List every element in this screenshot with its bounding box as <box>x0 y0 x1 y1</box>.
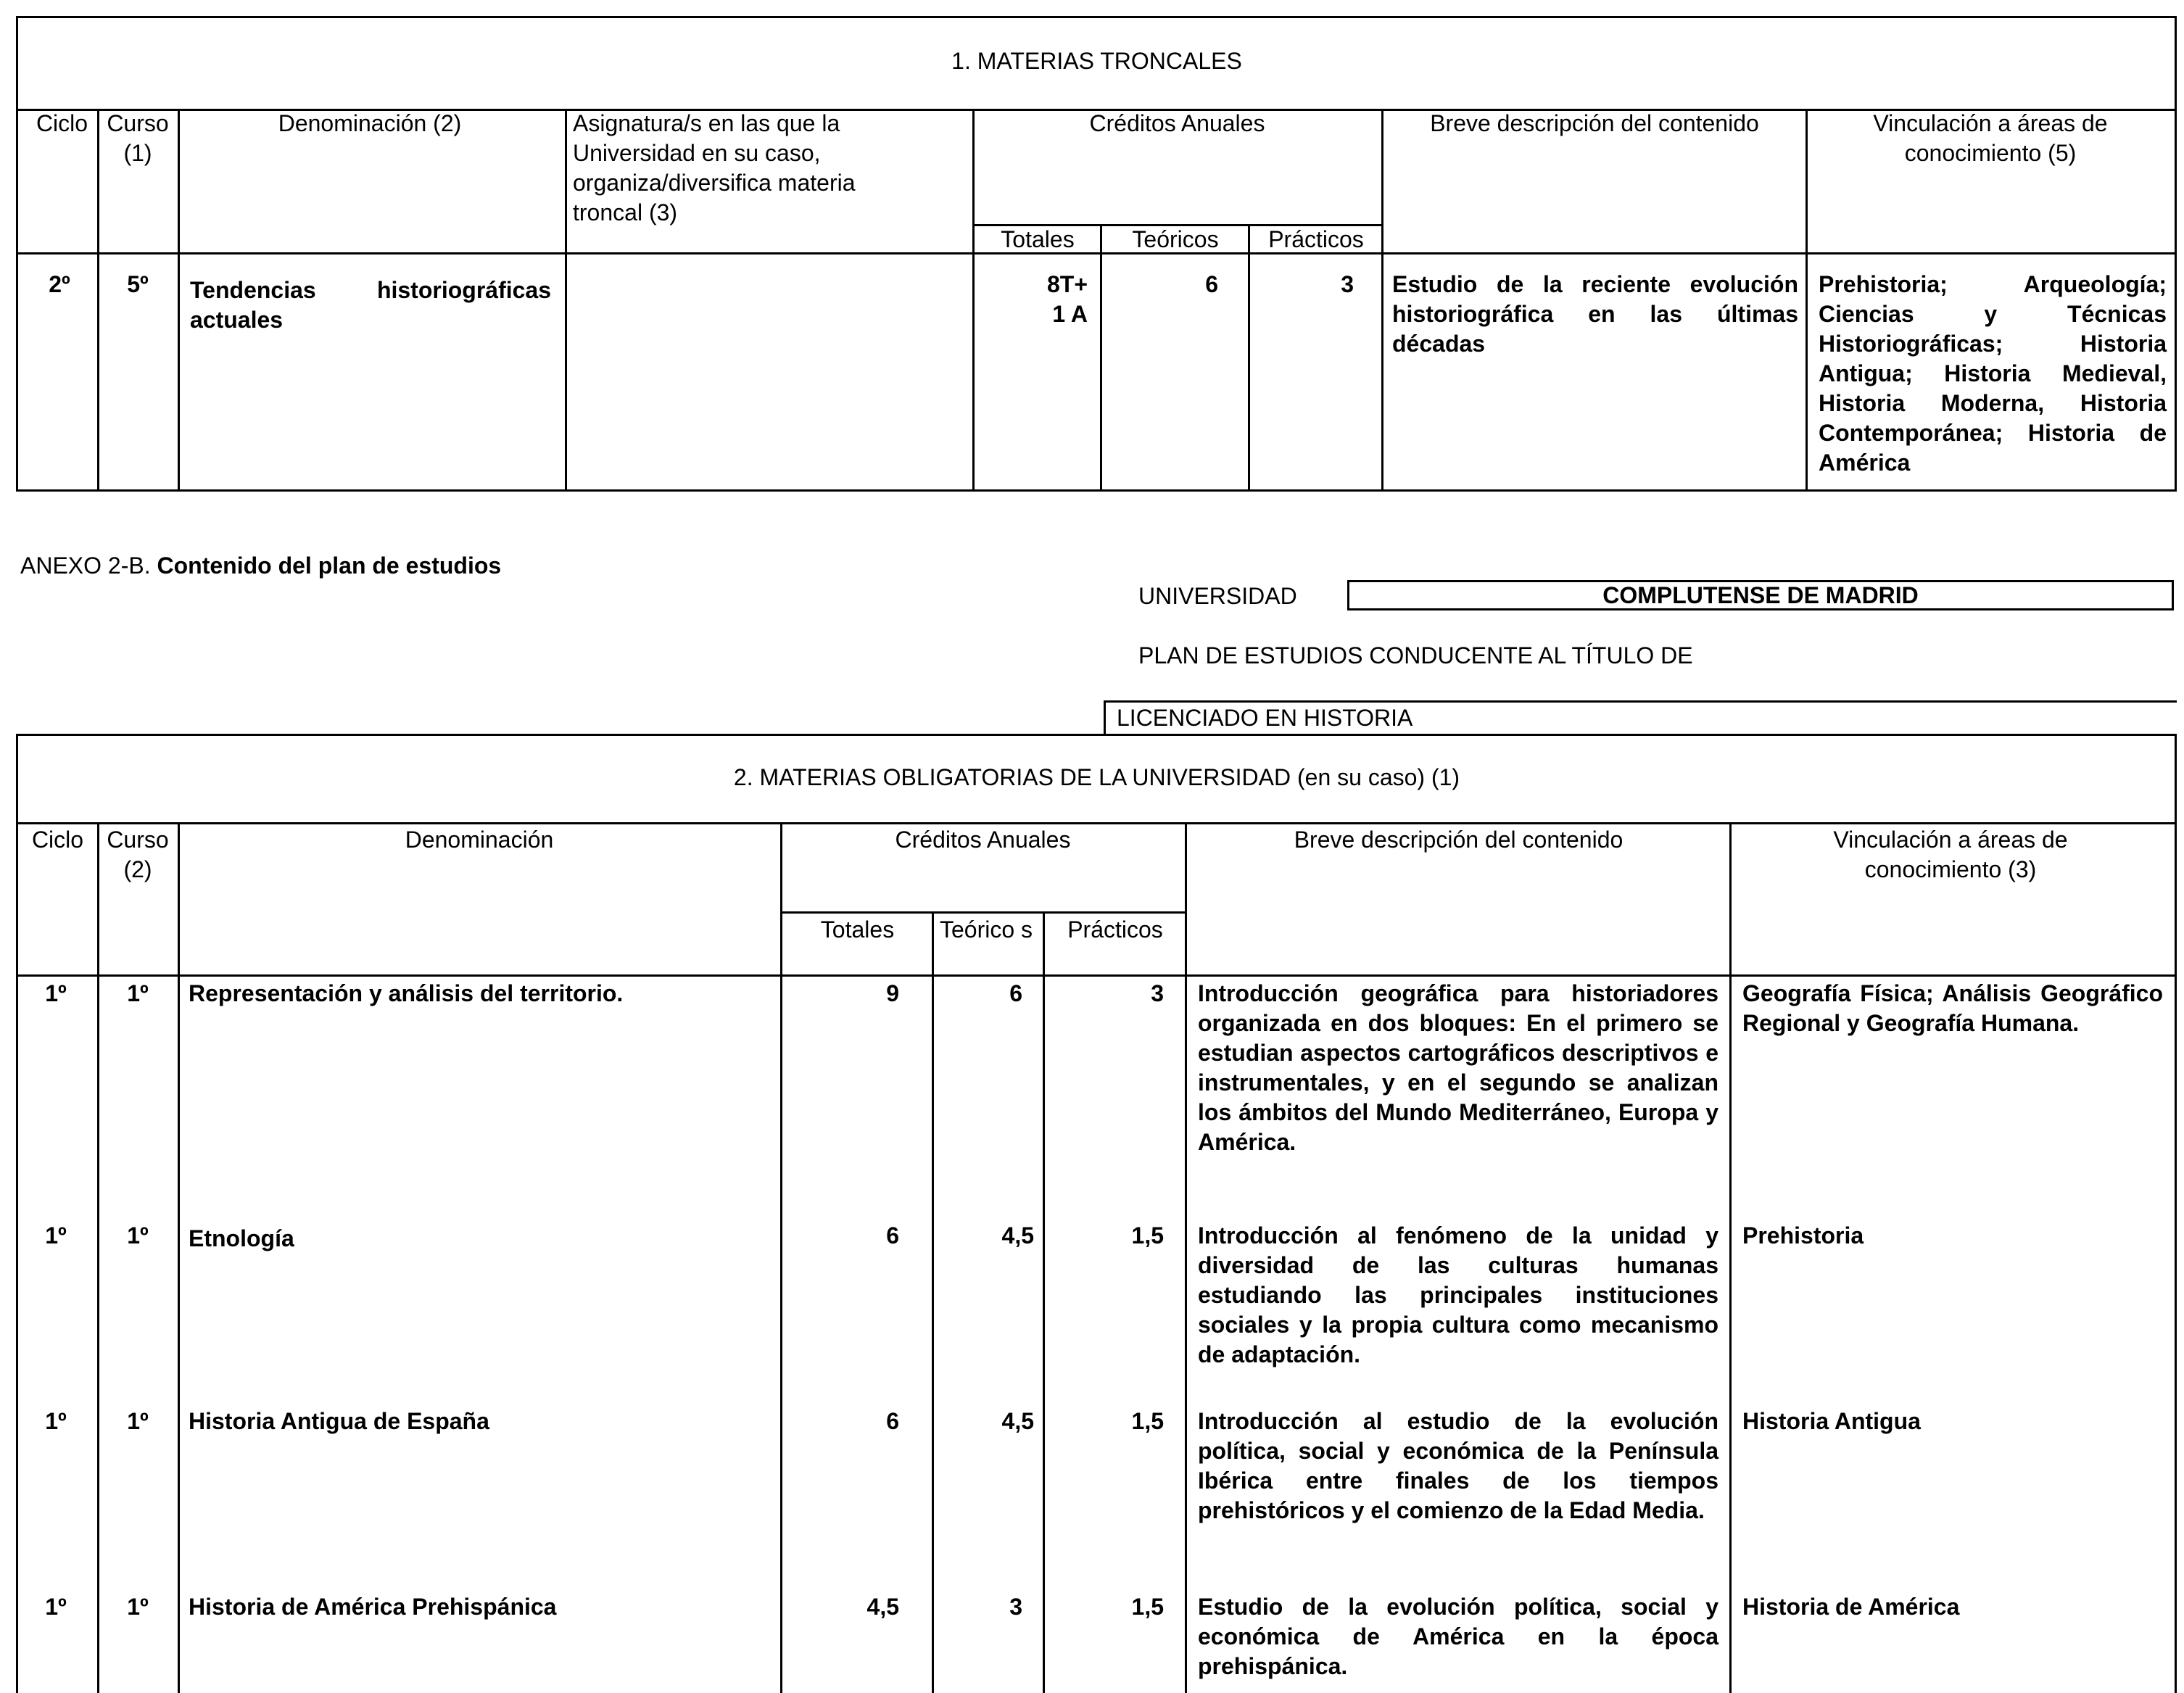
table2-row-curso: 1º <box>127 1222 149 1249</box>
table1-row-practicos: 3 <box>1341 271 1354 297</box>
titulo-field-left <box>1104 700 1106 735</box>
table2-col-line <box>1729 822 1732 1693</box>
table1-col-line <box>565 109 567 492</box>
table2-header-vinculacion: Vinculación a áreas de conocimiento (3) <box>1833 827 2068 882</box>
table1-row-teoricos: 6 <box>1205 271 1218 297</box>
table2-row-vinculacion: Geografía Física; Análisis Geográfico Regional y Geografía Humana. <box>1742 980 2163 1036</box>
table2-row-denominacion: Historia de América Prehispánica <box>189 1594 557 1620</box>
annex-heading <box>20 551 745 581</box>
table1-header-descripcion: Breve descripción del contenido <box>1430 110 1759 136</box>
plan-label: PLAN DE ESTUDIOS CONDUCENTE AL TÍTULO DE <box>1138 642 1693 668</box>
table1-col-line <box>1805 109 1808 492</box>
table2-row-teoricos: 6 <box>1009 980 1022 1006</box>
table2-header-descripcion: Breve descripción del contenido <box>1294 827 1623 853</box>
table2-row-denominacion: Etnología <box>189 1225 294 1251</box>
table2-header-totales: Totales <box>820 916 895 943</box>
table2-col-line <box>178 822 180 1693</box>
titulo-field-top <box>1104 700 2177 703</box>
table2-header-curso: Curso (2) <box>107 827 169 882</box>
table2-header-denominacion: Denominación <box>405 827 554 853</box>
table2-right-border <box>2175 734 2177 1693</box>
table2-row-descripcion: Introducción al fenómeno de la unidad y diversidad de las culturas humanas estudiando las principales instituciones sociales y la propia cultura como mecanismo de adaptación. <box>1198 1222 1718 1367</box>
table2-row-curso: 1º <box>127 1408 149 1434</box>
table2-row-totales: 6 <box>886 1408 899 1434</box>
annex-title: Contenido del plan de estudios <box>157 552 502 579</box>
table2-row-ciclo: 1º <box>45 1408 67 1434</box>
table2-row-curso: 1º <box>127 980 149 1006</box>
table1-col-line <box>178 109 180 492</box>
table1-row-curso: 5º <box>127 271 149 297</box>
table2-header-creditos: Créditos Anuales <box>895 827 1071 853</box>
table2-row-teoricos: 3 <box>1009 1594 1022 1620</box>
table1-header-denominacion: Denominación (2) <box>278 110 462 136</box>
table2-col-line <box>1185 822 1187 1693</box>
table1-row-ciclo: 2º <box>49 271 70 297</box>
table1-col-line <box>1248 224 1250 492</box>
table2-col-line <box>780 822 782 1693</box>
table1-row-vinculacion: Prehistoria; Arqueología; Ciencias y Técnicas Historiográficas; Historia Antigua; Historia Medieval, Historia Moderna, Historia Contemporánea; Historia de América <box>1819 271 2167 476</box>
table1-header-curso: Curso (1) <box>107 110 169 166</box>
table2-row-descripcion: Introducción geográfica para historiadores organizada en dos bloques: En el primero se estudian aspectos cartográficos descriptivos e instrumentales, y en el segundo se analizan los ámbitos del Mundo Mediterráneo, Europa y América. <box>1198 980 1718 1155</box>
table1-col-line <box>97 109 99 492</box>
table2-row-ciclo: 1º <box>45 980 67 1006</box>
table2-col-line <box>932 911 934 1693</box>
annex-prefix: ANEXO 2-B. <box>20 552 151 579</box>
table1-col-line <box>1100 224 1102 492</box>
table1-header-teoricos: Teóricos <box>1132 226 1219 252</box>
table1-header-vinculacion: Vinculación a áreas de conocimiento (5) <box>1873 110 2108 166</box>
table2-row-vinculacion: Prehistoria <box>1742 1222 1864 1249</box>
table2-top-border <box>16 734 2177 736</box>
table2-row-vinculacion: Historia Antigua <box>1742 1408 1921 1434</box>
table2-header-teoricos: Teórico s <box>939 916 1033 943</box>
table1-header-creditos: Créditos Anuales <box>1089 110 1265 136</box>
table2-row-totales: 6 <box>886 1222 899 1249</box>
table2-row-descripcion: Estudio de la evolución política, social y económica de América en la época prehispánica. <box>1198 1594 1718 1679</box>
table2-col-line <box>1043 911 1045 1693</box>
table1-header-totales: Totales <box>1001 226 1075 252</box>
table1-header-practicos: Prácticos <box>1268 226 1364 252</box>
table2-row-ciclo: 1º <box>45 1222 67 1249</box>
table1-row-totales: 8T+ 1 A <box>1046 271 1088 327</box>
table2-row-totales: 9 <box>886 980 899 1006</box>
table2-row-teoricos: 4,5 <box>1001 1408 1034 1434</box>
table1-row-descripcion: Estudio de la reciente evolución historiográfica en las últimas décadas <box>1392 271 1798 357</box>
table1-col-line <box>1381 109 1383 492</box>
table1-title: 1. MATERIAS TRONCALES <box>951 48 1242 74</box>
table2-title: 2. MATERIAS OBLIGATORIAS DE LA UNIVERSIDAD (en su caso) (1) <box>733 764 1460 790</box>
table2-row-descripcion: Introducción al estudio de la evolución política, social y económica de la Península Ibérica entre finales de los tiempos prehistóricos y el comienzo de la Edad Media. <box>1198 1408 1718 1523</box>
table2-row-vinculacion: Historia de América <box>1742 1594 1960 1620</box>
table2-row-denominacion: Representación y análisis del territorio. <box>189 980 624 1006</box>
table2-row-practicos: 1,5 <box>1131 1594 1164 1620</box>
table1-row-denominacion: Tendencias historiográficas actuales <box>190 277 551 333</box>
table1-header-asignatura: Asignatura/s en las que la Universidad en su caso, organiza/diversifica materia troncal (3) <box>573 110 856 225</box>
table2-row-practicos: 1,5 <box>1131 1222 1164 1249</box>
table2-row-practicos: 3 <box>1151 980 1164 1006</box>
table2-header-ciclo: Ciclo <box>31 827 84 853</box>
universidad-label: UNIVERSIDAD <box>1138 583 1297 609</box>
table2-title-divider <box>16 822 2177 824</box>
table2-header-practicos: Prácticos <box>1067 916 1163 943</box>
universidad-value: COMPLUTENSE DE MADRID <box>1602 582 1919 608</box>
table2-credits-subdivider <box>780 911 1185 914</box>
table2-row-practicos: 1,5 <box>1131 1408 1164 1434</box>
table2-row-teoricos: 4,5 <box>1001 1222 1034 1249</box>
titulo-value: LICENCIADO EN HISTORIA <box>1117 705 1413 731</box>
table2-row-totales: 4,5 <box>866 1594 899 1620</box>
table2-row-denominacion: Historia Antigua de España <box>189 1408 489 1434</box>
table2-row-ciclo: 1º <box>45 1594 67 1620</box>
table2-header-divider <box>16 974 2177 977</box>
table2-col-line <box>97 822 99 1693</box>
table1-header-ciclo: Ciclo <box>36 110 88 136</box>
table2-left-border <box>16 734 18 1693</box>
table1-col-line <box>972 109 975 492</box>
table2-row-curso: 1º <box>127 1594 149 1620</box>
